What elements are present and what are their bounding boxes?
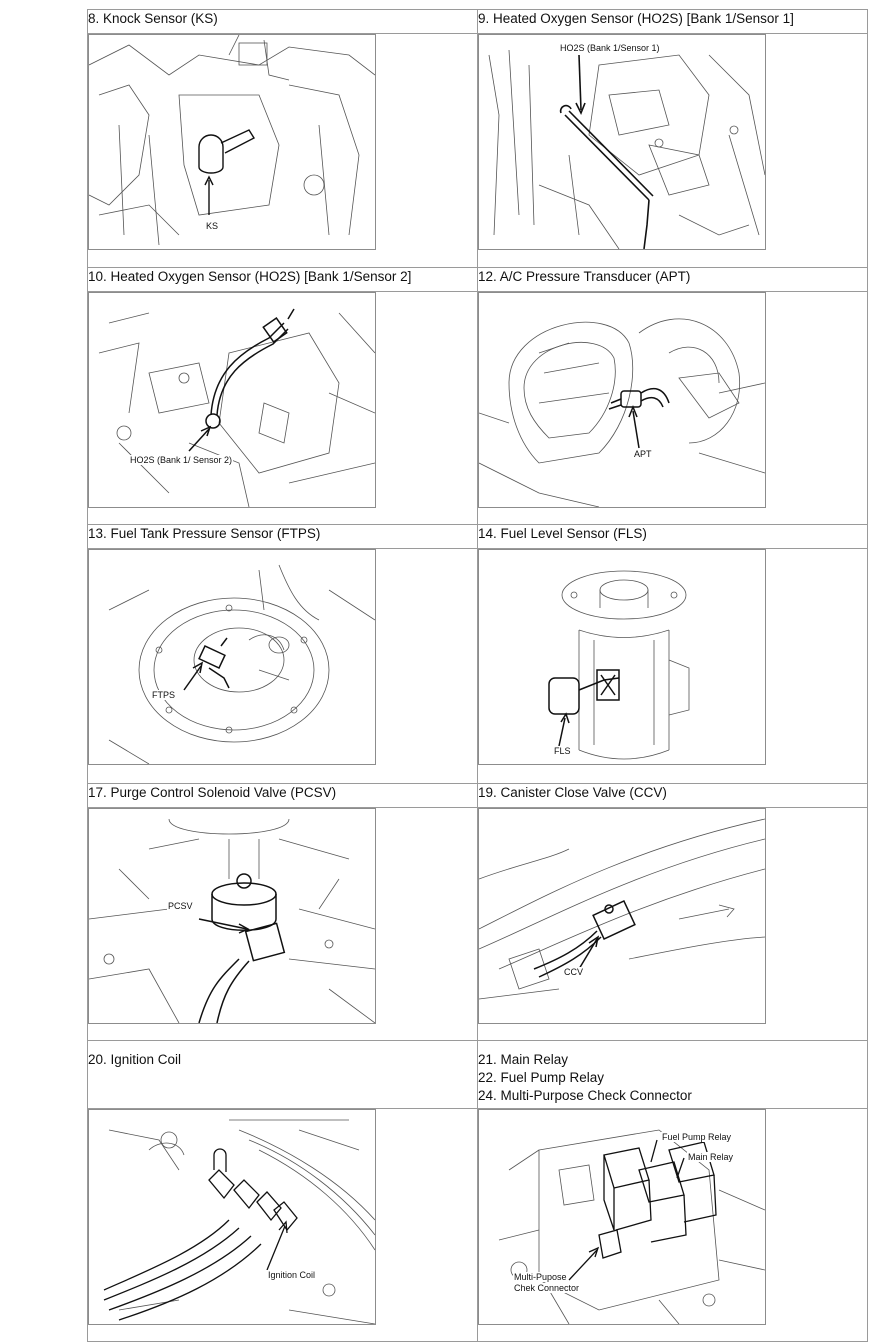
caption-canister-close-valve: 19. Canister Close Valve (CCV): [478, 784, 868, 808]
fuel-level-sensor-illustration: [478, 549, 766, 765]
ignition-coil-illustration: [88, 1109, 376, 1325]
caption-main-relay: 21. Main Relay: [478, 1052, 569, 1067]
fuel-tank-pressure-sensor-drawing: [89, 550, 375, 764]
caption-fuel-pump-relay: 22. Fuel Pump Relay: [478, 1070, 605, 1085]
pcsv-callout-label: PCSV: [168, 901, 193, 911]
caption-multi-purpose-check-connector: 24. Multi-Purpose Check Connector: [478, 1088, 692, 1103]
knock-sensor-drawing: [89, 35, 375, 249]
multi-purpose-callout-label-line2: Chek Connector: [514, 1283, 580, 1293]
fuel-pump-relay-callout-label: Fuel Pump Relay: [662, 1132, 732, 1142]
ccv-illustration: [478, 808, 766, 1024]
relay-box-illustration: [478, 1109, 766, 1325]
fuel-level-sensor-drawing: [479, 550, 765, 764]
caption-ho2s-bank1-sensor1: 9. Heated Oxygen Sensor (HO2S) [Bank 1/Sensor 1]: [478, 10, 868, 34]
ho2s-sensor1-drawing: [479, 35, 765, 249]
caption-ignition-coil: 20. Ignition Coil: [88, 1041, 478, 1109]
component-location-table: [87, 9, 868, 1342]
ftps-callout-label: FTPS: [152, 690, 176, 700]
ac-pressure-transducer-drawing: [479, 293, 765, 507]
caption-fuel-tank-pressure-sensor: 13. Fuel Tank Pressure Sensor (FTPS): [88, 525, 478, 549]
ho2s-sensor1-callout-label: HO2S (Bank 1/Sensor 1): [560, 43, 660, 53]
ignition-coil-callout-label: Ignition Coil: [268, 1270, 316, 1280]
caption-relays-and-connector: [478, 1041, 868, 1109]
caption-ac-pressure-transducer: 12. A/C Pressure Transducer (APT): [478, 268, 868, 292]
main-relay-callout-label: Main Relay: [688, 1152, 734, 1162]
ac-pressure-transducer-illustration: [478, 292, 766, 508]
caption-fuel-level-sensor: 14. Fuel Level Sensor (FLS): [478, 525, 868, 549]
ks-callout-label: KS: [206, 221, 219, 231]
ho2s-sensor2-callout-label: HO2S (Bank 1/ Sensor 2): [130, 455, 233, 465]
multi-purpose-callout-label-line1: Multi-Pupose: [514, 1272, 567, 1282]
pcsv-drawing: [89, 809, 375, 1023]
ignition-coil-drawing: [89, 1110, 375, 1324]
ho2s-sensor2-drawing: [89, 293, 375, 507]
ccv-drawing: [479, 809, 765, 1023]
pcsv-illustration: [88, 808, 376, 1024]
apt-callout-label: APT: [634, 449, 652, 459]
fls-callout-label: FLS: [554, 746, 571, 756]
ho2s-sensor2-illustration: [88, 292, 376, 508]
caption-purge-control-solenoid-valve: 17. Purge Control Solenoid Valve (PCSV): [88, 784, 478, 808]
fuel-tank-pressure-sensor-illustration: [88, 549, 376, 765]
caption-ho2s-bank1-sensor2: 10. Heated Oxygen Sensor (HO2S) [Bank 1/Sensor 2]: [88, 268, 478, 292]
ho2s-sensor1-illustration: [478, 34, 766, 250]
knock-sensor-illustration: [88, 34, 376, 250]
caption-knock-sensor: 8. Knock Sensor (KS): [88, 10, 478, 34]
ccv-callout-label: CCV: [564, 967, 584, 977]
